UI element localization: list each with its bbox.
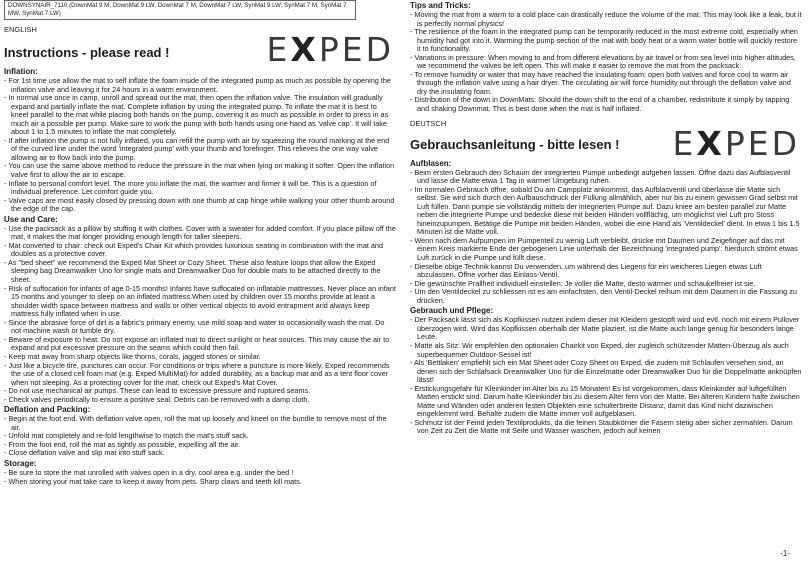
section-heading: Aufblasen:	[410, 158, 452, 168]
tips-heading: Tips and Tricks:	[410, 1, 471, 10]
section-list	[4, 469, 396, 486]
language-label-german: DEUTSCH	[410, 118, 447, 128]
section-list	[4, 225, 396, 404]
list-item: - Die gewünschte Prallheit individuell einstellen: Je voller die Matte, desto wärmer und schaukelfreier ist sie.	[410, 280, 802, 289]
list-item: - Use the packsack as a pillow by stuffing it with clothes. Cover with a sweater for added comfort. If you place pillow off the mat, it makes the mat longer providing enough length for taller sleepers.	[4, 225, 396, 242]
tip-item: - Moving the mat from a warm to a cold place can drastically reduce the volume of the mat. This may look like a leak, but it is perfectly normal physics!	[410, 11, 802, 28]
list-item: - Check valves periodically to ensure a positive seal. Debris can be removed with a damp cloth.	[4, 396, 396, 405]
list-item: - Der Packsack lässt sich als Kopfkissen nutzen indem dieser mit Kleidern gestopft wird und evtl. noch mit einem Pullover überzogen wird. Wird das Kopfkissen oberhalb der Matte plaziert, ist die Matte auch lange genug für besonders lange Leute.	[410, 316, 802, 342]
instructions-german	[410, 159, 802, 436]
language-label-english: ENGLISH	[4, 25, 37, 34]
list-item: - Um den Ventildeckel zu schliessen ist es am einfachsten, den Ventil-Deckel reihum mit dem Daumen in die Fassung zu drücken.	[410, 288, 802, 305]
list-item: - Beware of exposure to heat: Do not expose an inflated mat to direct sunlight or heat sources. This may cause the air to expand and put excessive pressure on the seams which could then fail.	[4, 336, 396, 353]
list-item: - Wenn nach dem Aufpumpen im Pumpenteil zu wenig Luft verbleibt, drücke mit Daumen und Zeigefinger auf das mit einem Kreis markierte Ende der gebogenen Linie unterhalb der Bezeichnung 'integrated pump': hierdurch strömt etwas Luft zurück in die Pumpe und füllt diese.	[410, 237, 802, 263]
list-item: - Valve caps are most easily closed by pressing down with one thumb at cap hinge while walking your other thumb around the edge of the cap.	[4, 197, 396, 214]
page-title-german: Gebrauchsanleitung - bitte lesen !	[410, 136, 620, 152]
list-item: - Keep mat away from sharp objects like thorns, corals, jagged stones or similar.	[4, 353, 396, 362]
list-item: - Just like a bicycle tire, punctures can occur. For conditions or trips where a puncture is more likely, Exped recommends the use of a closed cell foam mat (e.g. Exped MultiMat) for added durability, as a backup mat and as a tent floor cover when not sleeping. As a protecting cover for the mat, check out Exped's Mat Cover.	[4, 362, 396, 388]
list-item: - If after inflation the pump is not fully inflated, you can refill the pump with air by squeezing the round marking at the end of the curved line under the word 'integrated pump' with your thumb and forefinger. This relieves the one way valve allowing air to flow back into the pump.	[4, 137, 396, 163]
page-title-english: Instructions - please read !	[4, 45, 170, 60]
list-item: - Do not use mechanical air pumps. These can lead to excessive pressure and ruptured seams.	[4, 387, 396, 396]
list-item: - Risk of suffocation for infants of age 0-15 months! Infants have suffocated on inflatable mattresses. Never place an infant 15 months and younger to sleep on an inflated mattress.When used by children over 15 months provide at least a shoulder width space between mattress and walls or other vertical objects to avoid entrapment and always keep mattress fully inflated when in use.	[4, 285, 396, 319]
page-number: -1-	[780, 549, 790, 558]
tip-item: - To remove humidity or water that may have reached the insulating foam: open both valves and force cool to warm air through the inflation valve using a hair dryer. The circulating air will force humidity out through the deflation valve and dry the insulating foam.	[410, 71, 802, 97]
section-list	[4, 415, 396, 458]
list-item: - Erstickungsgefahr für Kleinkinder im Alter bis zu 15 Monaten! Es ist vorgekommen, dass Kleinkinder auf luftgefüllten Matten erstickt sind. Darum halte Kleinkinder bis zu diesem Alter fern von der Matte. Bei älteren Kindern halte zwischen Matte und Wänden oder anderen festen Objekten eine schulterbreite Distanz, damit das Kind nicht dazwischen eingeklemmt wird. Behalte zudem die Matte immer voll aufgeblasen.	[410, 385, 802, 419]
section-heading: Inflation:	[4, 67, 38, 76]
tip-item: - Variations in pressure: When moving to and from different elevations by air travel or from sea level into higher altitudes, we recommend the valves be left open. This will make it easier to remove the mat from the packsack.	[410, 54, 802, 71]
section-list	[4, 77, 396, 214]
list-item: - Dieselbe obige Technik kannst Du verwenden, um während des Liegens für ein weicheres Liegen etwas Luft abzulassen. Öffne vorher das Einlass-Ventil.	[410, 263, 802, 280]
list-item: - Since the abrasive force of dirt is a fabric's primary enemy, use mild soap and water to occasionally wash the mat. Do not machine wash or tumble dry.	[4, 319, 396, 336]
list-item: - Schmutz ist der Feind jeden Textilprodukts, da die feinen Staubkörner die Fasern stetig aber sicher zermahlen. Darum von Zeit zu Zeit die Matte mit Seife und Wasser waschen, jedoch auf keinen	[410, 419, 802, 436]
list-item: - Close deflation valve and slip mat into stuff sack.	[4, 449, 396, 458]
list-item: - Im normalen Gebrauch öffne, sobald Du am Campplatz ankommst, das Aufblasventil und überlasse die Matte sich selbst. Sie wird sich durch den Aufbauschdruck der Füllung allmählich, aber nur bis zu einem gewissen Grad selbst mit Luft füllen. Dann pumpe sie vollständig mittels der integrierten Pumpe auf. Dazu kniee am besten parallel zur Matte neben die integrierte Pumpe und bedecke diese mit beiden Händen vollflächig, um möglichst viel Luft pro Stoss hineinzupumpen. Betätige die Pumpe mit beiden Händen, wobei die eine Hand als 'Ventildeckel' dient. In etwa 1 bis 1.5 Minuten ist die Matte voll.	[410, 186, 802, 237]
list-item: - Inflate to personal comfort level. The more you inflate the mat, the warmer and firmer it will be. This is a question of individual preference. Let comfort guide you.	[4, 180, 396, 197]
tip-item: - The resilience of the foam in the integrated pump can be temporarily reduced in the most extreme cold, especially when humidity had got into it. Warming the pump section of the mat with body heat or a warm water bottle will quickly restore it to functionality.	[410, 28, 802, 54]
section-heading: Storage:	[4, 458, 37, 468]
english-column	[4, 0, 396, 486]
german-column	[410, 0, 802, 436]
list-item: - Mat converted to chair: check out Exped's Chair Kit which provides luxurious seating in combination with the mat and doubles as a protective cover.	[4, 242, 396, 259]
list-item: - In normal use once in camp, unroll and spread out the mat, then open the inflation valve. The insulation will gradually expand and partially inflate the mat. Complete inflation by using the integrated pump. To inflate the mat it is best to kneel parallel to the mat while placing both hands on the pump, covering it as much as possible in order to press in as much air a possible per pump. Make sure to work the pump with both hands using one hand as 'valve cap'. It will take about 1 to 1.5 minutes to inflate the mat completely.	[4, 94, 396, 137]
list-item: - From the foot end, roll the mat as tightly as possible, expelling all the air.	[4, 441, 396, 450]
section-heading: Use and Care:	[4, 214, 58, 224]
exped-logo-german: EXPED	[672, 123, 800, 163]
section-list	[410, 316, 802, 436]
exped-logo: EXPED	[266, 30, 394, 69]
tip-item: - Distribution of the down in DownMats: Should the down shift to the end of a chamber, redistribute it simply by tapping and shaking Downmat. This is best done when the mat is half inflated.	[410, 96, 802, 113]
list-item: - You can use the same above method to reduce the pressure in the mat when lying on making it softer. Open the inflation valve first to allow the air to escape.	[4, 162, 396, 179]
tips-list	[410, 11, 802, 114]
list-item: - Be sure to store the mat unrolled with valves open in a dry, cool area e.g. under the bed !	[4, 469, 396, 478]
list-item: - Unfold mat completely and re-fold lengthwise to match the mat's stuff sack.	[4, 432, 396, 441]
list-item: - Matte als Sitz: Wir empfehlen den optionalen Chairkit von Exped, der zugleich schützender Matten-Überzug als auch superbequemer Outdoor-Sessel ist!	[410, 342, 802, 359]
list-item: - Als 'Bettlaken' empfiehlt sich ein Mat Sheet oder Cozy Sheet on Exped, die zudem mit Schlaufen versehen sind, an denen sich der Schlafsack Dreamwalker Uno für die Einzelmatte oder Dreamwalker Duo für die Doppelmatte anknüpfen lässt!	[410, 359, 802, 385]
list-item: - When storing your mat take care to keep it away from pets. Sharp claws and teeth kill mats.	[4, 478, 396, 487]
section-heading: Deflation and Packing:	[4, 405, 91, 415]
section-heading: Gebrauch und Pflege:	[410, 306, 494, 316]
list-item: - Beim ersten Gebrauch den Schaum der integrierten Pumpe unbedingt aufgehen lassen. Öffne dazu das Aufblasventil und lasse die Matte etwa 1 Tag in warmer Umgebung ruhen.	[410, 169, 802, 186]
instructions-english	[4, 67, 396, 486]
product-id-box: DOWNSYNAIR_7110 (DownMat 9 M, DownMat 9 LW, DownMat 7 M, DownMat 7 LW, SynMat 9 LW, SynMat 7 M, SynMat 7 MW, SynMat 7 LW)	[4, 0, 356, 20]
list-item: - For 1st time use allow the mat to self inflate the foam inside of the integrated pump as much as possible by opening the inflation valve and leaving it for 24 hours in a warm environment.	[4, 77, 396, 94]
list-item: - As "bed sheet" we recommend the Exped Mat Sheet or Cozy Sheet. These also feature loops that allow the Exped sleeping bag Dreamwalker Uno for single mats and Dreamwalker Duo for double mats to be attached directly to the sheet.	[4, 259, 396, 285]
section-list	[410, 169, 802, 306]
list-item: - Begin at the foot end. With deflation valve open, roll the mat up loosely and kneel on the bundle to remove most of the air.	[4, 415, 396, 432]
title-row-english	[4, 30, 396, 69]
